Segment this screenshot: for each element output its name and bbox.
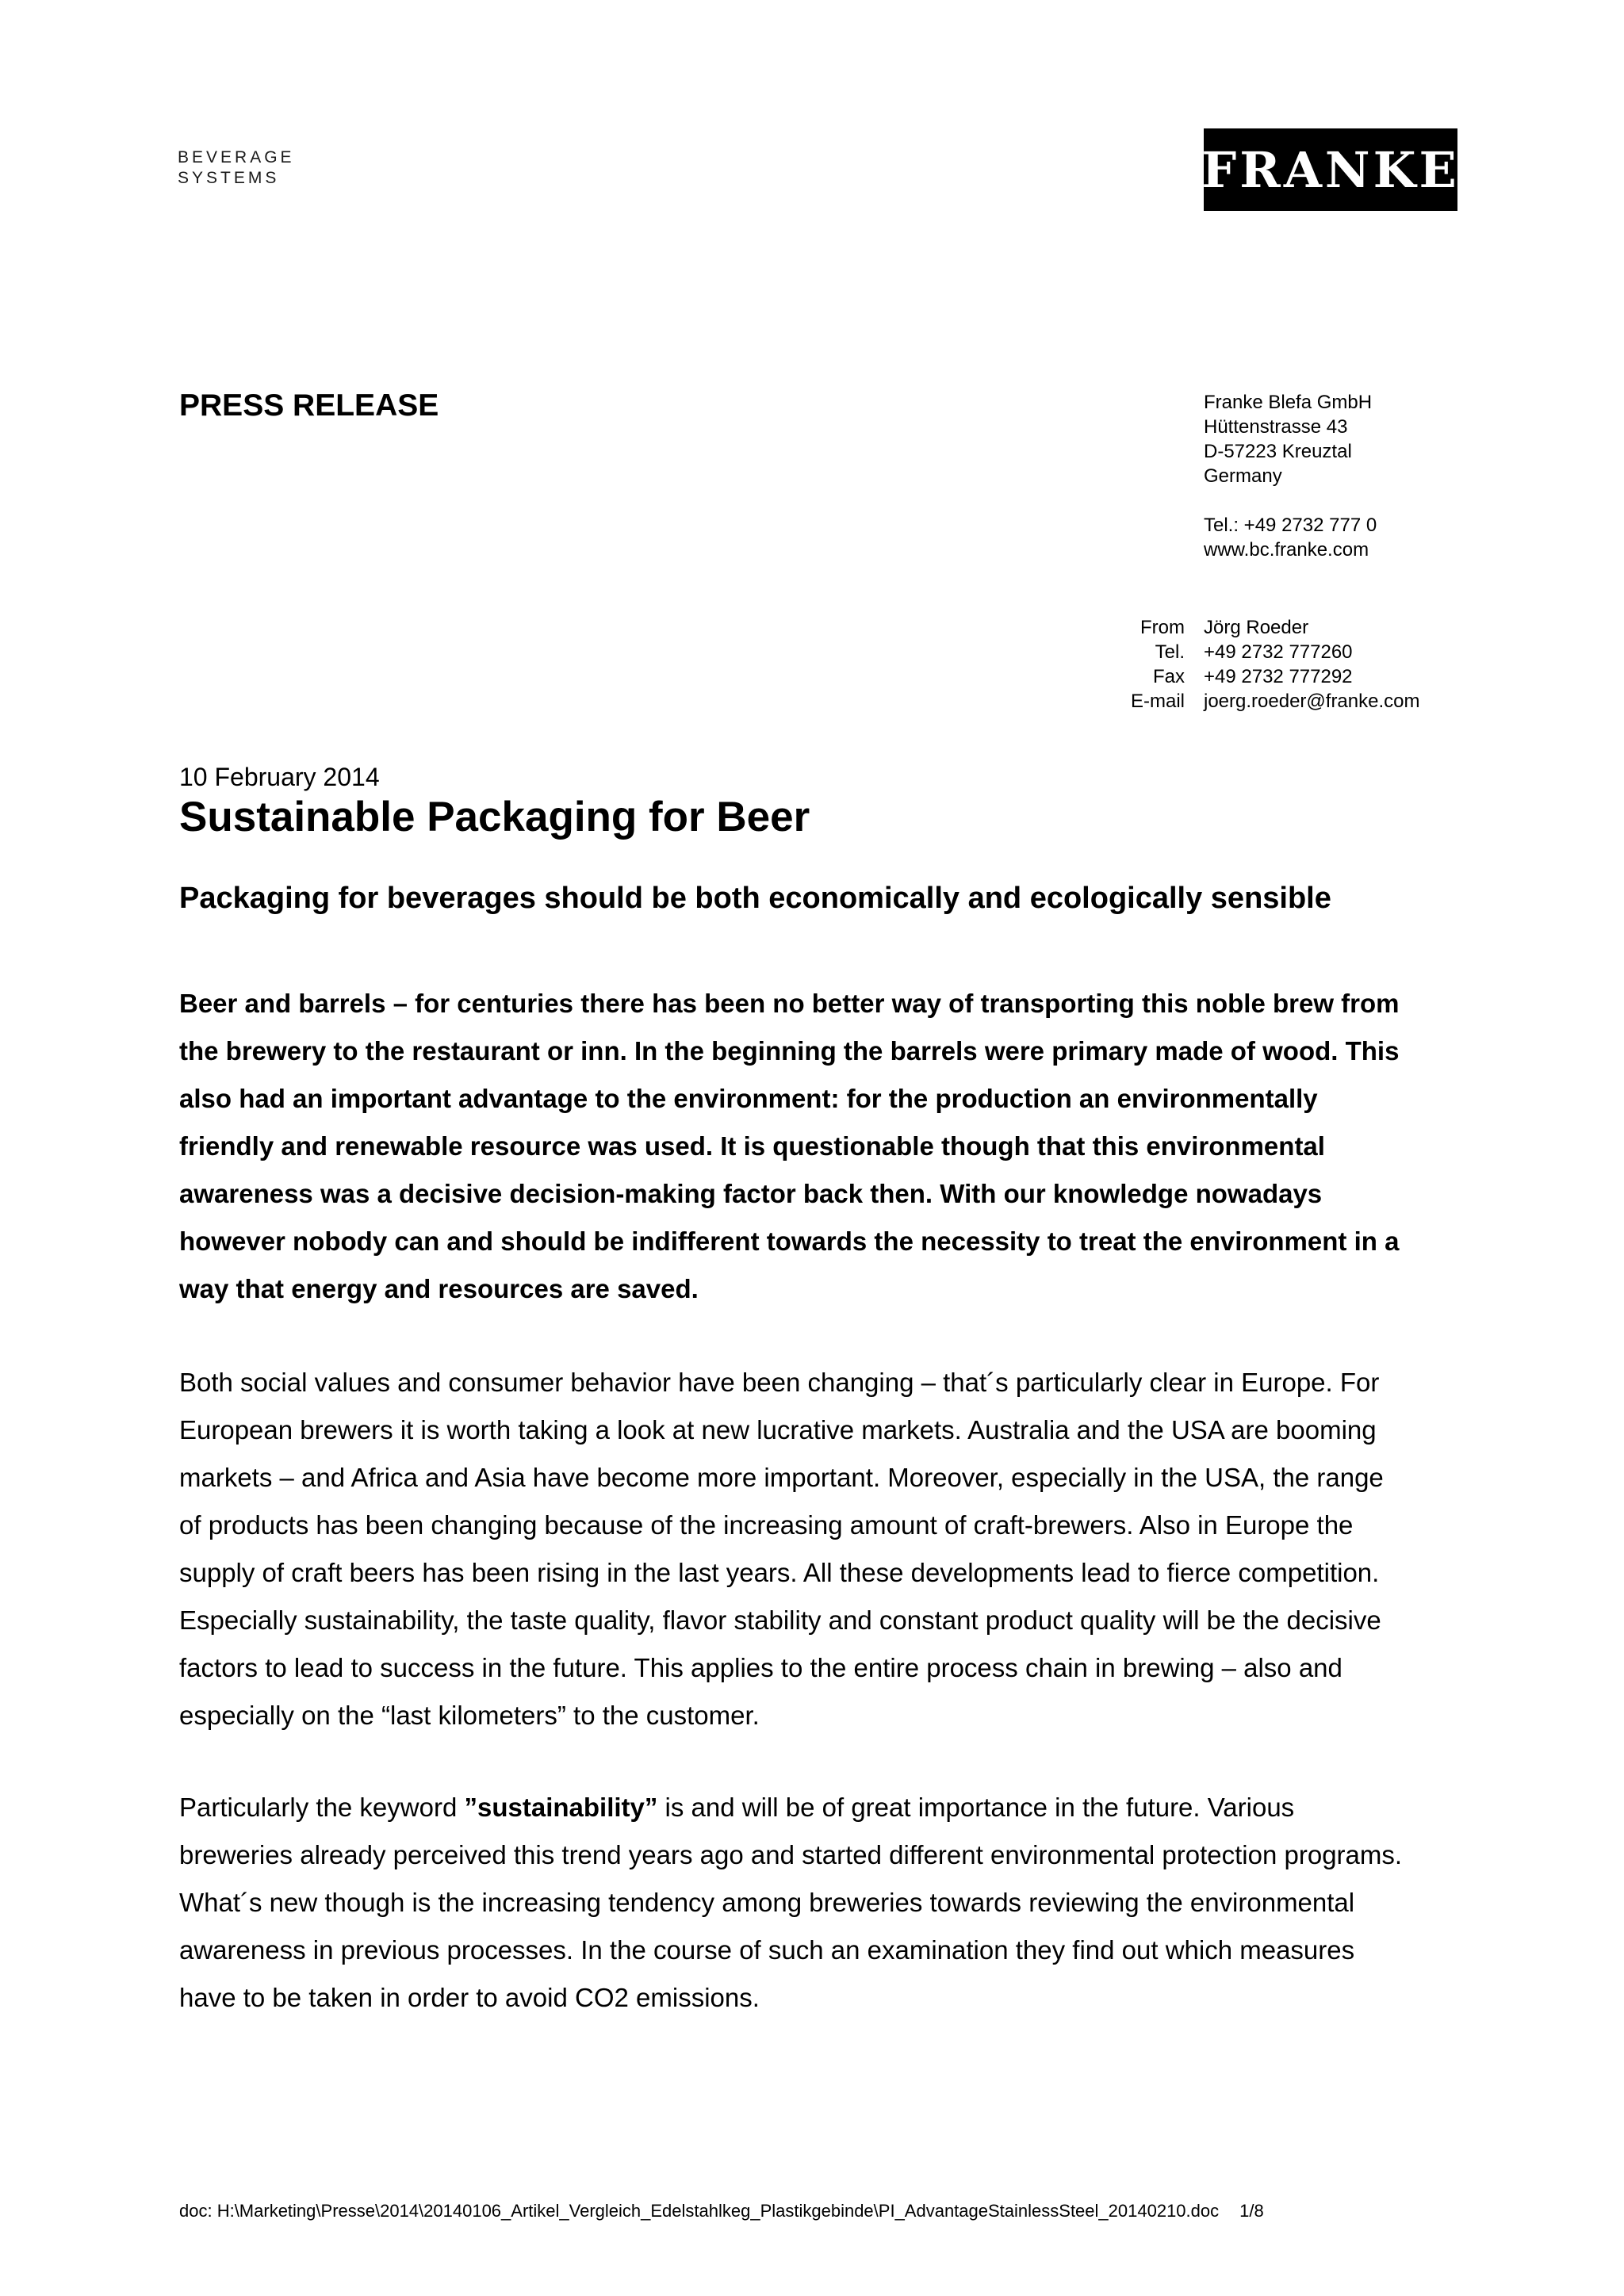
company-tel: Tel.: +49 2732 777 0 [1204, 515, 1377, 536]
text-line: factors to lead to success in the future. This applies to the entire process chain in brewing – also and [179, 1653, 1342, 1682]
release-date: 10 February 2014 [179, 763, 380, 791]
text-line: the brewery to the restaurant or inn. In the beginning the barrels were primary made of wood. This [179, 1036, 1400, 1066]
logo-letter: E [1419, 140, 1460, 199]
text-line: have to be taken in order to avoid CO2 emissions. [179, 1983, 760, 2012]
logo-letter: R [1239, 140, 1284, 199]
body-paragraph-1 [179, 1359, 1464, 1739]
company-street: Hüttenstrasse 43 [1204, 416, 1348, 438]
company-city: D-57223 Kreuztal [1204, 441, 1352, 462]
contact-values [1204, 615, 1419, 714]
contact-fax: +49 2732 777292 [1204, 666, 1353, 687]
contact-label-email: E-mail [1130, 691, 1185, 712]
contact-label-from: From [1140, 617, 1185, 638]
logo-letter: K [1373, 140, 1419, 199]
doc-path: doc: H:\Marketing\Presse\2014\20140106_Artikel_Vergleich_Edelstahlkeg_Plastikgebinde\PI_AdvantageStainlessSteel_20140210.doc [179, 2201, 1220, 2221]
contact-tel: +49 2732 777260 [1204, 641, 1353, 663]
logo-letter: N [1324, 140, 1373, 199]
text-span: is and will be of great importance in the future. Various [657, 1793, 1295, 1822]
division-line-2: SYSTEMS [178, 169, 280, 187]
text-line: What´s new though is the increasing tendency among breweries towards reviewing the environmental [179, 1888, 1355, 1917]
text-line: breweries already perceived this trend years ago and started different environmental protection programs. [179, 1840, 1403, 1869]
contact-email[interactable]: joerg.roeder@franke.com [1204, 691, 1420, 712]
franke-logo [1201, 128, 1460, 211]
logo-letter: A [1283, 140, 1325, 199]
keyword-sustainability: ”sustainability” [464, 1793, 658, 1822]
lead-paragraph [179, 980, 1464, 1313]
company-web: www.bc.franke.com [1204, 539, 1369, 561]
contact-name: Jörg Roeder [1204, 617, 1309, 638]
company-name: Franke Blefa GmbH [1204, 392, 1373, 413]
doc-type-heading: PRESS RELEASE [179, 388, 439, 423]
page-title: Sustainable Packaging for Beer [179, 794, 810, 840]
text-line: way that energy and resources are saved. [179, 1274, 699, 1303]
text-line: Beer and barrels – for centuries there has been no better way of transporting this noble brew from [179, 989, 1400, 1018]
text-line: markets – and Africa and Asia have become more important. Moreover, especially in the USA, the range [179, 1463, 1384, 1492]
text-line [179, 1784, 1464, 1831]
text-line: also had an important advantage to the environment: for the production an environmentally [179, 1084, 1318, 1113]
text-line: especially on the “last kilometers” to the customer. [179, 1701, 760, 1730]
company-address [1204, 390, 1377, 562]
page-footer [179, 2201, 1264, 2221]
contact-label-tel: Tel. [1155, 641, 1185, 663]
contact-label-fax: Fax [1152, 666, 1185, 687]
text-line: of products has been changing because of the increasing amount of craft-brewers. Also in Europe the [179, 1510, 1354, 1540]
logo-letter: F [1201, 140, 1240, 199]
contact-labels [1094, 615, 1185, 714]
page-subtitle: Packaging for beverages should be both economically and ecologically sensible [179, 882, 1331, 915]
division-line-1: BEVERAGE [178, 148, 295, 166]
text-line: friendly and renewable resource was used. It is questionable though that this environmental [179, 1131, 1325, 1161]
text-line: however nobody can and should be indifferent towards the necessity to treat the environment in a [179, 1226, 1400, 1256]
body-paragraph-2 [179, 1784, 1464, 2022]
text-line: Especially sustainability, the taste quality, flavor stability and constant product quality will be the decisive [179, 1605, 1381, 1635]
text-line: Both social values and consumer behavior have been changing – that´s particularly clear in Europe. For [179, 1368, 1380, 1397]
page-number: 1/8 [1239, 2201, 1264, 2221]
text-line: European brewers it is worth taking a look at new lucrative markets. Australia and the USA are booming [179, 1415, 1377, 1445]
text-line: awareness in previous processes. In the course of such an examination they find out which measures [179, 1935, 1355, 1965]
division-label [178, 147, 295, 189]
text-line: supply of craft beers has been rising in the last years. All these developments lead to fierce competition. [179, 1558, 1380, 1587]
company-country: Germany [1204, 465, 1282, 487]
text-line: awareness was a decisive decision-making factor back then. With our knowledge nowadays [179, 1179, 1323, 1208]
text-span: Particularly the keyword [179, 1793, 465, 1822]
